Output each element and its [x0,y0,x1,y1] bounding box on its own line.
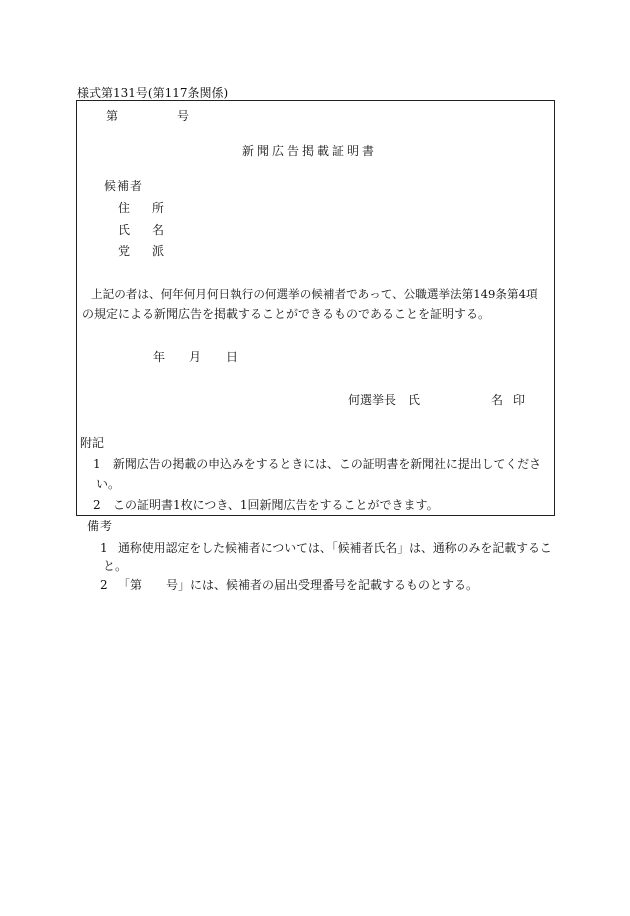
certification-text-line2: の規定による新聞広告を掲載することができるものであることを証明する。 [82,307,491,321]
supplement-title: 附記 [80,436,105,450]
date-day: 日 [226,350,239,364]
party-label-1: 党 [118,244,131,258]
party-label-2: 派 [152,244,165,258]
date-year: 年 [153,350,166,364]
remark-2-number: 2 [100,578,108,592]
address-label-1: 住 [118,201,131,215]
remark-2-line1: 「第 号」には、候補者の届出受理番号を記載するものとする。 [118,578,479,592]
form-number-suffix: 号 [177,109,190,123]
supplement-2-number: 2 [93,498,101,512]
remarks-title: 備考 [87,519,114,533]
certification-text-line1: 上記の者は、何年何月何日執行の何選挙の候補者であって、公職選挙法第149条第4項 [91,287,538,301]
supplement-1-line2: い。 [96,477,121,491]
signer-title: 何選挙長 氏 [348,393,421,407]
remark-1-line1: 通称使用認定をした候補者については、「候補者氏名」は、通称のみを記載するこ [118,541,552,555]
supplement-1-number: 1 [93,457,101,471]
form-number-prefix: 第 [106,109,119,123]
remark-1-line2: と。 [103,559,128,573]
name-label-1: 氏 [118,223,131,237]
name-label-2: 名 [152,223,165,237]
supplement-1-line1: 新聞広告の掲載の申込みをするときには、この証明書を新聞社に提出してくださ [113,457,542,471]
signer-name-label: 名 [491,393,504,407]
remark-1-number: 1 [100,541,108,555]
form-header: 様式第131号(第117条関係) [77,86,229,100]
address-label-2: 所 [152,201,165,215]
candidate-label: 候補者 [104,179,144,193]
supplement-2-line1: この証明書1枚につき、1回新聞広告をすることができます。 [113,498,439,512]
seal-label: 印 [513,393,526,407]
form-title: 新聞広告掲載証明書 [242,144,378,158]
date-month: 月 [189,350,202,364]
